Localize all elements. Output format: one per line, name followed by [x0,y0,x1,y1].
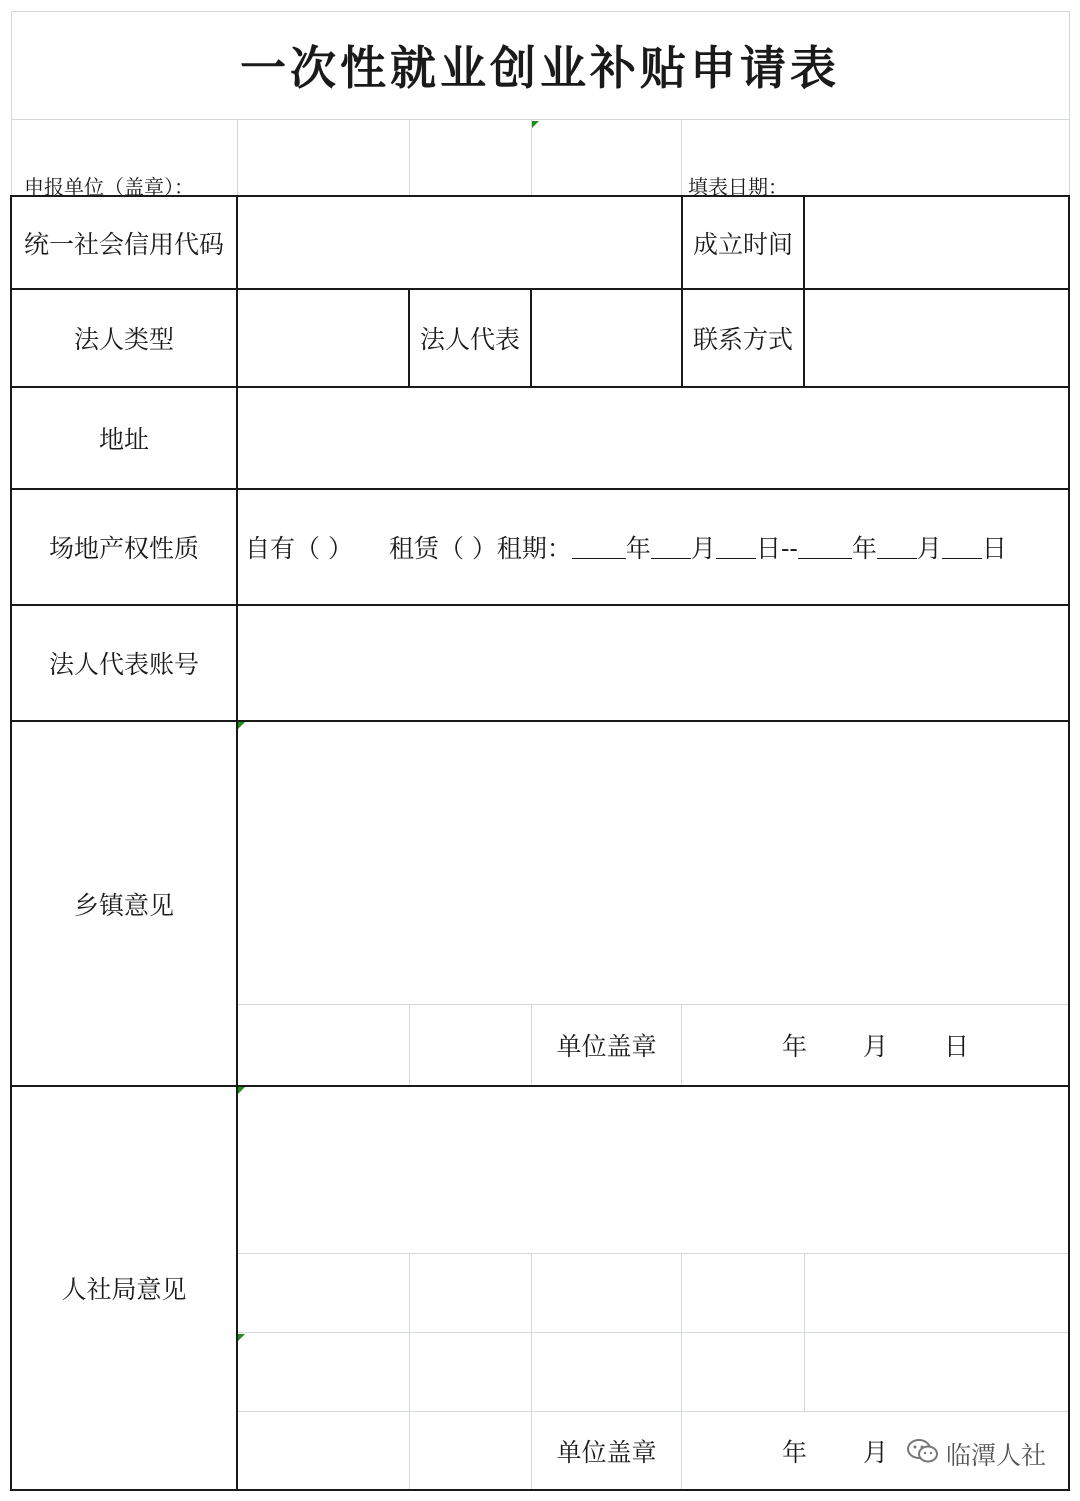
watermark-text: 临潭人社 [945,1441,1046,1470]
town-seal-label: 单位盖章 [556,1032,657,1061]
bureau-opinion-label: 人社局意见 [61,1275,187,1304]
grid-line [409,1004,410,1086]
month-label: 月 [863,1437,889,1467]
watermark [906,1436,1046,1472]
credit-code-label: 统一社会信用代码 [23,229,224,259]
town-opinion-field[interactable] [238,722,1068,1004]
range-separator: 日-- [755,534,798,563]
month-label: 月 [916,534,942,563]
day-label: 日 [944,1032,970,1061]
property-owned-option[interactable]: 自有（ ） [245,534,353,563]
lease-start-day-blank[interactable] [716,536,756,559]
property-label: 场地产权性质 [48,534,199,563]
bureau-seal-label: 单位盖章 [556,1437,657,1467]
property-leased-option[interactable]: 租赁（ ）租期： [388,534,572,563]
legal-rep-field[interactable] [532,290,681,386]
account-field[interactable] [238,606,1068,720]
legal-type-label: 法人类型 [73,325,174,354]
cell-marker [238,1334,245,1341]
year-label: 年 [625,534,651,563]
form-title: 一次性就业创业补贴申请表 [240,41,840,95]
legal-rep-label: 法人代表 [419,325,520,354]
grid-line [409,119,410,196]
grid-line [804,1253,805,1411]
day-label: 日 [981,534,1007,563]
table-border [1068,195,1070,1491]
contact-label: 联系方式 [692,325,793,354]
established-field[interactable] [805,197,1068,288]
bureau-opinion-field[interactable] [238,1087,1068,1253]
year-label: 年 [851,534,877,563]
account-label: 法人代表账号 [48,650,199,679]
applicant-unit-label: 申报单位（盖章）： [24,175,194,199]
grid-line [237,119,238,196]
grid-line [681,1004,682,1086]
established-label: 成立时间 [692,229,793,259]
month-label: 月 [690,534,716,563]
lease-start-month-blank[interactable] [651,536,691,559]
lease-end-day-blank[interactable] [942,536,982,559]
town-seal-date [683,1005,1068,1085]
contact-field[interactable] [805,290,1068,386]
fill-date-label: 填表日期： [688,175,788,199]
credit-code-field[interactable] [238,197,681,288]
grid-line [1069,11,1070,196]
lease-end-year-blank[interactable] [798,536,852,559]
grid-line [681,1253,682,1490]
year-label: 年 [782,1437,808,1467]
grid-line [11,119,1070,120]
lease-end-month-blank[interactable] [877,536,917,559]
town-opinion-label: 乡镇意见 [73,890,174,920]
property-options [245,490,1068,604]
grid-line [531,119,532,196]
grid-line [681,119,682,196]
address-label: 地址 [98,425,149,454]
address-field[interactable] [238,388,1068,488]
grid-line [237,1332,1070,1333]
wechat-icon [906,1437,940,1471]
table-border [10,1489,1070,1491]
year-label: 年 [781,1032,807,1061]
lease-start-year-blank[interactable] [572,536,626,559]
cell-marker [532,121,539,128]
grid-line [409,1253,410,1490]
legal-type-field[interactable] [238,290,408,386]
grid-line [237,1253,1070,1254]
month-label: 月 [862,1032,888,1061]
